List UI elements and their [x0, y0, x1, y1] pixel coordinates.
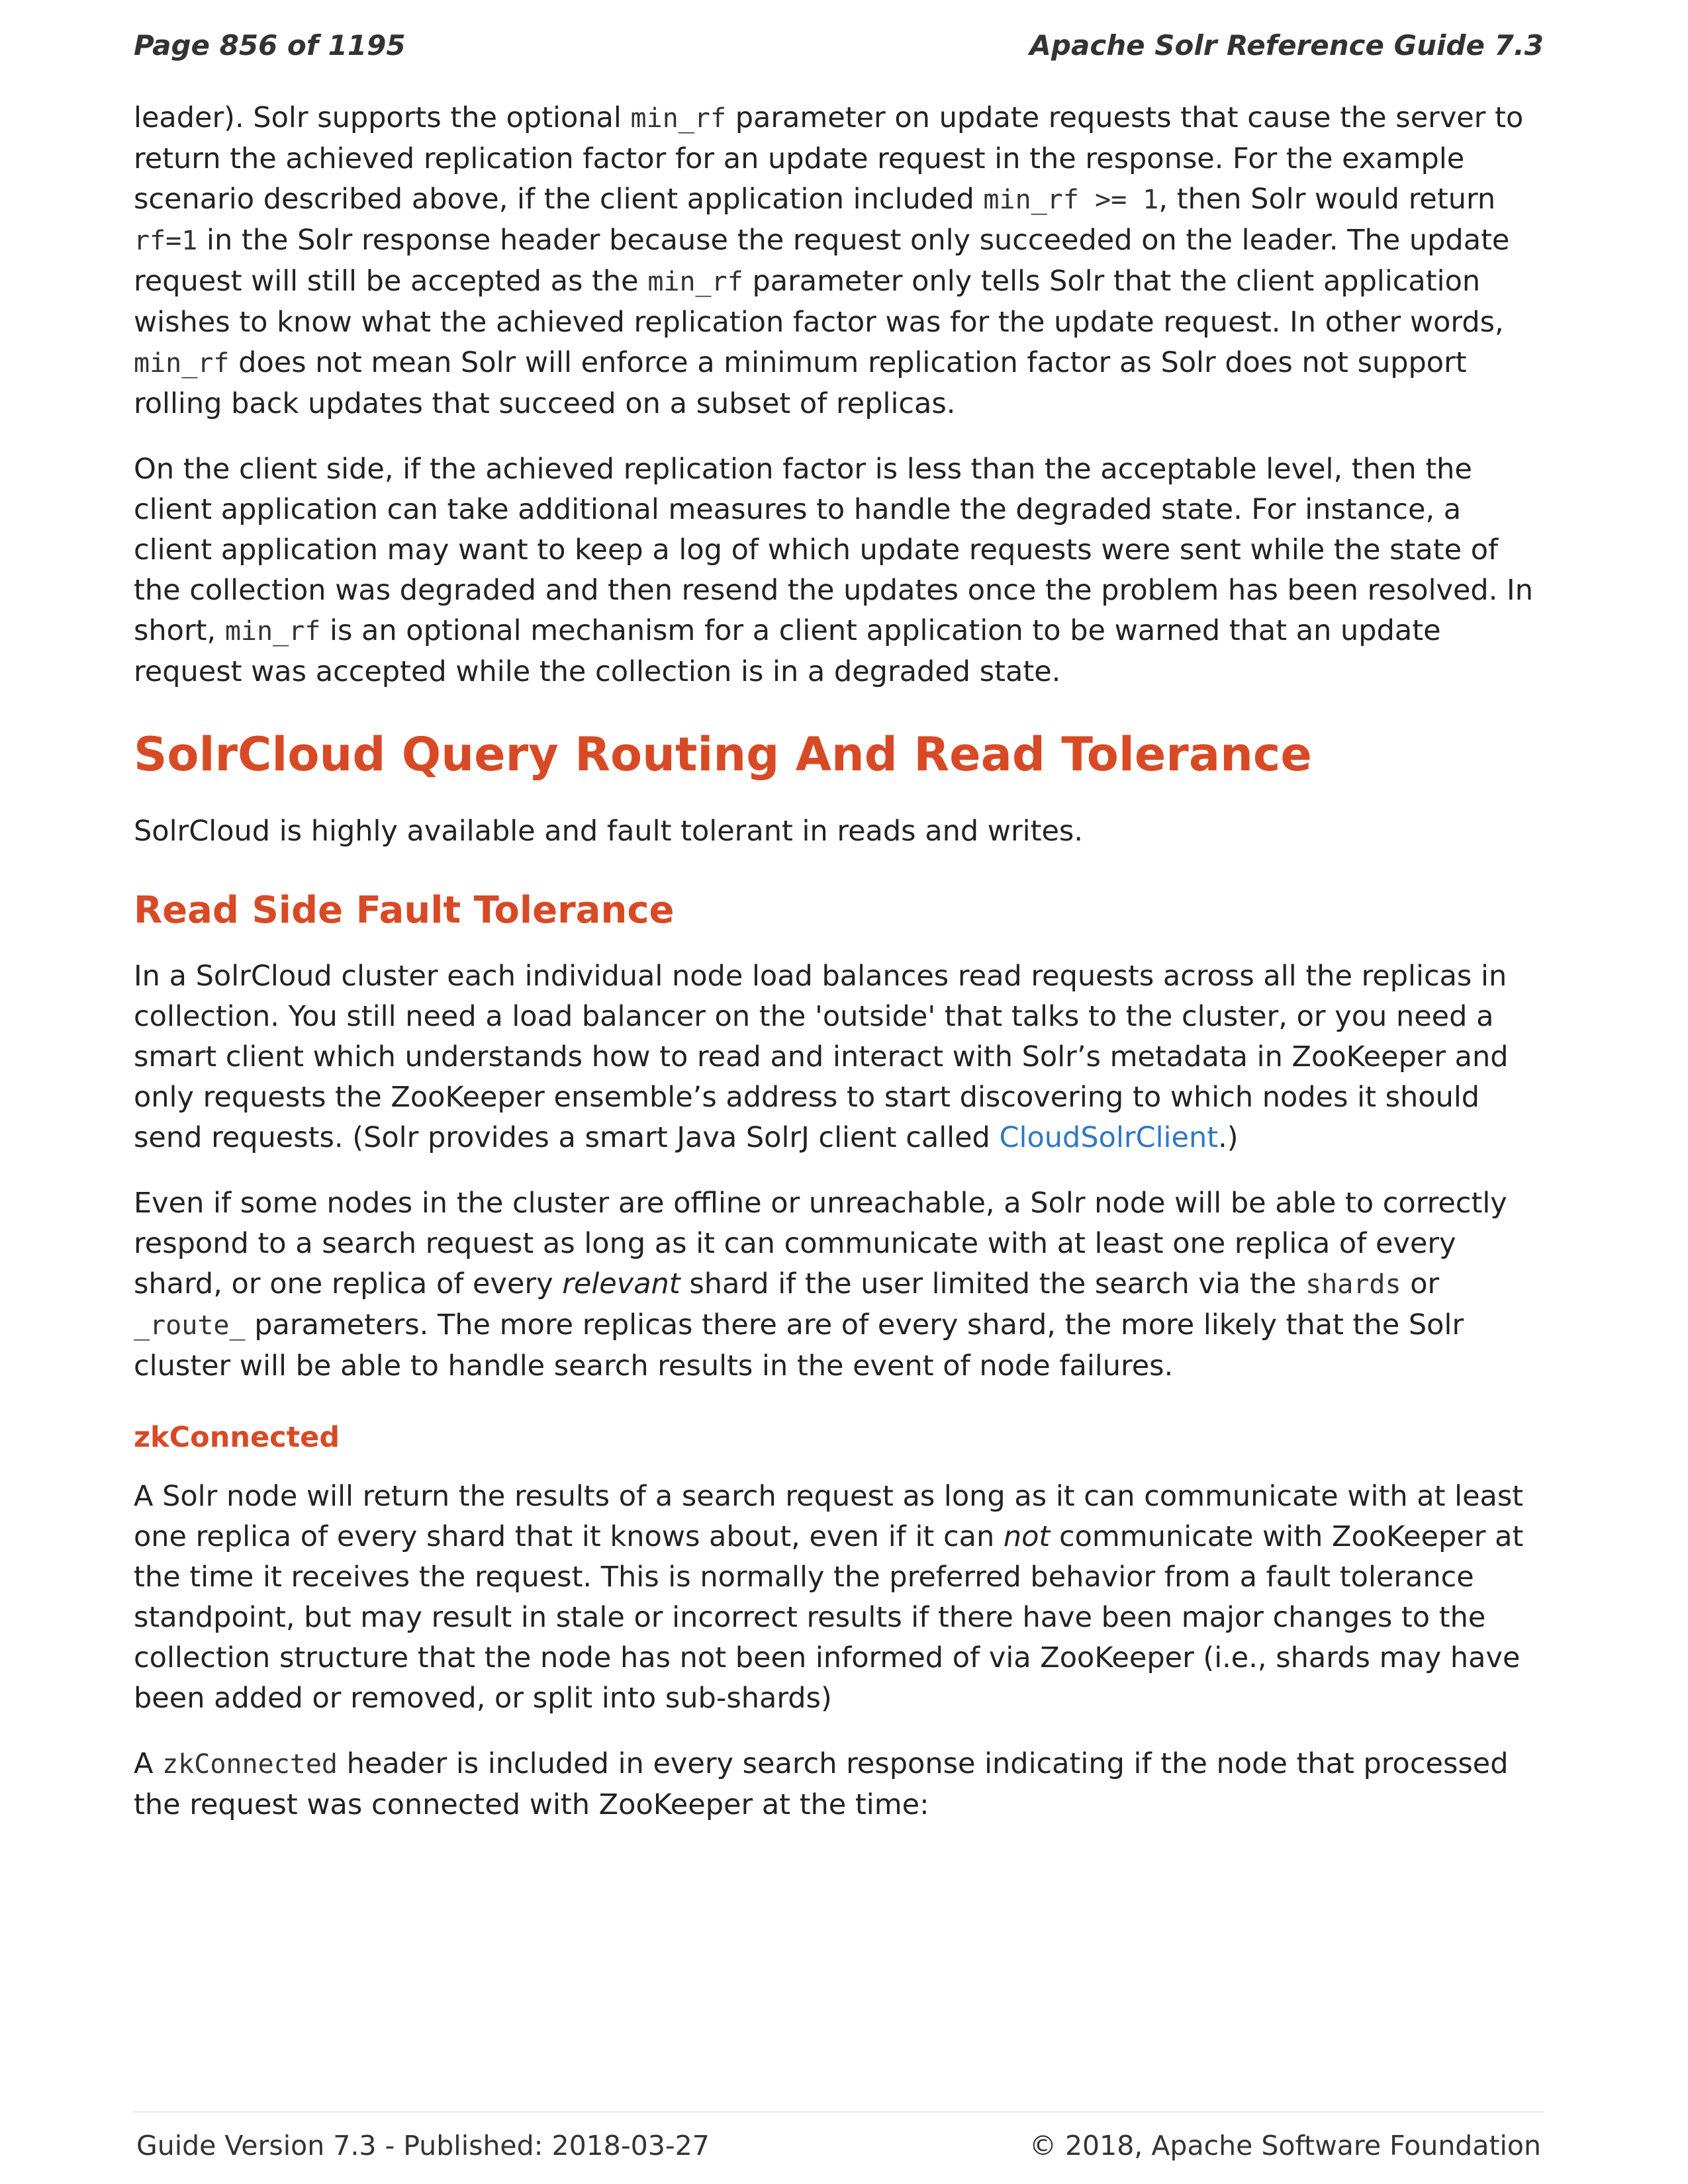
code-min-rf: min_rf [647, 267, 743, 297]
text: parameters. The more replicas there are of every shard, the more likely that the Solr cluster will be able to handle search results in the event of node failures. [134, 1308, 1464, 1383]
text: In a SolrCloud cluster each individual node load balances read requests across all the replicas in collection. You still need a load balancer on the 'outside' that talks to the cluster, or you need a smart client which understands how to read and interact with Solr’s metadata in ZooKeeper and only requests the ZooKeeper ensemble’s address to start discovering to which nodes it should send requests. (Solr provides a smart Java SolrJ client called [134, 960, 1509, 1154]
code-min-rf: min_rf [134, 348, 230, 379]
footer-divider [134, 2111, 1544, 2113]
page-number: Page 856 of 1195 [134, 28, 406, 62]
paragraph-load-balancing [134, 956, 1544, 1158]
copyright: © 2018, Apache Software Foundation [1029, 2130, 1541, 2161]
text: parameter on update requests that cause the server to return the achieved replication factor for an update request in the response. For the example scenario described above, if the client application included [134, 101, 1524, 216]
paragraph-min-rf [134, 98, 1544, 424]
guide-title: Apache Solr Reference Guide 7.3 [1029, 28, 1544, 62]
text: On the client side, if the achieved replication factor is less than the acceptable level, then the client application can take additional measures to handle the degraded state. For instance, a client application may want to keep a log of which update requests were sent while the state of the collection was degraded and then resend the updates once the problem has been resolved. In short, [134, 453, 1533, 647]
document-body [134, 98, 1544, 1850]
text: Even if some nodes in the cluster are offline or unreachable, a Solr node will be able to correctly respond to a search request as long as it can communicate with at least one replica of every shard, or one replica of every [134, 1187, 1507, 1300]
text: A Solr node will return the results of a search request as long as it can communicate with at least one replica of every shard that it knows about, even if it can [134, 1480, 1524, 1553]
emphasis-not: not [1003, 1520, 1051, 1553]
emphasis-relevant: relevant [562, 1267, 680, 1300]
text: parameter only tells Solr that the client application wishes to know what the achieved replication factor was for the update request. In other words, [134, 265, 1504, 339]
cloudsolrclient-link[interactable]: CloudSolrClient [999, 1121, 1219, 1154]
paragraph-zk-results [134, 1477, 1544, 1719]
text: or [1401, 1267, 1440, 1300]
page-header [134, 25, 1544, 65]
text: leader). Solr supports the optional [134, 101, 631, 134]
text: shard if the user limited the search via the [680, 1267, 1306, 1300]
text: in the Solr response header because the request only succeeded on the leader. The update request will still be accepted as the [134, 224, 1510, 298]
code-rf: rf=1 [134, 226, 198, 256]
code-min-rf: min_rf [630, 103, 727, 134]
section-title: SolrCloud Query Routing And Read Tolerance [134, 727, 1312, 782]
code-min-rf: min_rf [224, 616, 321, 647]
code-route: _route_ [134, 1310, 246, 1341]
subsection-title-read-side: Read Side Fault Tolerance [134, 889, 675, 932]
text: A [134, 1747, 163, 1780]
text: does not mean Solr will enforce a minimum replication factor as Solr does not support rolling back updates that succeed on a subset of replicas. [134, 346, 1467, 420]
guide-version: Guide Version 7.3 - Published: 2018-03-27 [136, 2130, 710, 2161]
page-footer [136, 2126, 1541, 2165]
paragraph-offline-nodes [134, 1183, 1544, 1387]
text: .) [1218, 1121, 1239, 1154]
paragraph-client-side [134, 449, 1544, 692]
code-zkconnected: zkConnected [162, 1749, 338, 1780]
text: header is included in every search response indicating if the node that processed the request was connected with ZooKeeper at the time: [134, 1747, 1509, 1821]
code-shards: shards [1305, 1269, 1401, 1300]
code-min-rf-expr: min_rf >= 1 [983, 185, 1159, 215]
paragraph-zk-header [134, 1744, 1544, 1825]
text: communicate with ZooKeeper at the time it receives the request. This is normally the preferred behavior from a fault tolerance standpoint, but may result in stale or incorrect results if there have been major changes to the collection structure that the node has not been informed of via ZooKeeper (i.e., shards may have been added or removed, or split into sub-shards) [134, 1520, 1524, 1715]
section-intro: SolrCloud is highly available and fault tolerant in reads and writes. [134, 815, 1083, 848]
subsection-title-zkconnected: zkConnected [134, 1421, 340, 1454]
text: is an optional mechanism for a client application to be warned that an update request was accepted while the collection is in a degraded state. [134, 614, 1441, 688]
text: , then Solr would return [1158, 183, 1496, 216]
